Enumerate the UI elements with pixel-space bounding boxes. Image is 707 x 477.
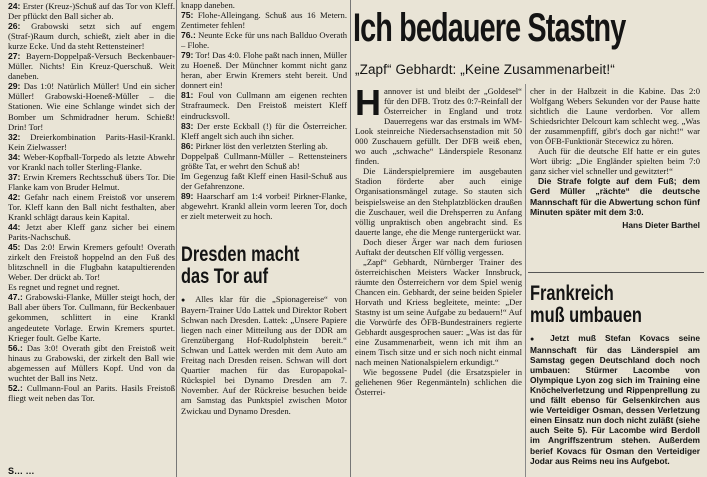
ticker-minute: 26:	[8, 21, 21, 32]
ticker-entry	[181, 90, 347, 120]
frankreich-body: Jetzt muß Stefan Kovacs seine Mannschaft für das Länderspiel am Samstag gegen Deutschland doch noch umbauen: Stürmer Lacombe von Olympique Lyon zog sich im Training eine Knöchelverletzung und Rippenprellung zu und fällt ebenso für Gelsenkirchen aus wie Verteidiger Osman, dessen Verletzung einen Einsatz nun doch nicht zuläßt (siehe auch Seite 5). Für Lacombe wird Berdoll im Angriffszentrum stehen. Außerdem berief Kovacs für Osman den Verteidiger Jodar aus Reims neu ins Aufgebot.	[530, 333, 700, 466]
ticker-entry	[8, 383, 175, 403]
ticker-text: Grabowski-Flanke, Müller steigt hoch, der Ball aber übers Tor. Cullmann, für Beckenbauer gekommen, schlittert in eine Krankl angedeutete Vorlage. Erwin Kremers spurtet. Krieger foult. Gelbe Karte.	[8, 292, 175, 343]
ticker-entry	[181, 171, 347, 191]
main-para-3: Doch dieser Ärger war nach dem furiosen Auftakt der deutschen Elf völlig vergessen.	[355, 236, 522, 257]
ticker-entry	[8, 81, 175, 131]
ticker-text: Dreierkombination Parits-Hasil-Krankl. Kein Zielwasser!	[8, 131, 175, 152]
ticker-text: Grabowski setzt sich auf engem (Straf-)Raum durch, schießt, zielt aber in die kurze Ecke. Und da steht Rettensteiner!	[8, 21, 175, 52]
frankreich-headline-line1: Frankreich	[530, 283, 614, 305]
ticker-text: Im Gegenzug faßt Kleff einen Hasil-Schuß aus der Gefahrenzone.	[181, 170, 347, 191]
main-headline: Ich bedauere Stastny	[353, 6, 626, 50]
ticker-minute: 52.:	[8, 382, 23, 393]
ticker-minute: 45:	[8, 242, 21, 253]
ticker-text: Das 1:0! Natürlich Müller! Und ein sicher Müller! Grabowski-Hoeneß-Müller – die Stationen. Wie eine Schlange windet sich der Bomber um Schmidradner herum. Schießt! Drin! Tor!	[8, 81, 175, 132]
dresden-headline-line1: Dresden macht	[181, 244, 300, 266]
ticker-text: Neunte Ecke für uns nach Ballduo Overath – Flohe.	[181, 30, 347, 51]
main-para-4: „Zapf“ Gebhardt, Nürnberger Trainer des österreichischen Meisters Wacker Innsbruck, räumte den Österreichern vor dem Spiel wenig Chancen ein. Gebhardt, der seine beiden Spieler Horvath und Kriess begleitete, meinte: „Der Stastny ist um seine Aufgabe zu bedauern!“ Auf die Vorwürfe des ÖFB-Bundestrainers regierte Gebhardt ausgesprochen sauer: „Was ist das für eine Zusammenarbeit, wenn ich mit ihm an einem Tisch sitze und er sich noch nicht einmal nach meinen Nationalspielern erkundigt.“	[355, 256, 522, 368]
ticker-entry	[8, 242, 175, 282]
column-divider	[176, 0, 177, 477]
ticker-minute: 29:	[8, 81, 21, 92]
column-divider	[350, 0, 351, 477]
ticker-text: Foul von Cullmann am eigenen rechten Strafraumeck. Den Freistoß meistert Kleff eindrucksvoll.	[181, 90, 347, 121]
author-signature: Hans Dieter Barthel	[622, 219, 700, 230]
ticker-minute: 79:	[181, 50, 194, 61]
ticker-entry	[181, 121, 347, 141]
main-subheadline: „Zapf“ Gebhardt: „Keine Zusammenarbeit!“	[355, 62, 615, 77]
ticker-text: Erwin Kremers Rechtsschuß übers Tor. Die Flanke kam von Bruder Helmut.	[8, 171, 175, 192]
dresden-body: Alles klar für die „Spionagereise“ von Bayern-Trainer Udo Lattek und Direktor Robert Schwan nach Dresden. Lattek: „Unsere Papiere liegen nach einer Mitteilung aus der DDR am Grenzübergang Hof-Rudolphstein bereit.“ Schwan und Lattek werden mit dem Auto am Freitag nach Dresden reisen. Schwan will dort Quartier machen für das Europapokal-Rückspiel bei Dynamo Dresden am 7. November. Auf der Rückreise besuchen beide am Samstag das Punktspiel zwischen Motor Zwickau und Dynamo Dresden.	[181, 294, 347, 416]
ticker-entry	[8, 21, 175, 51]
ticker-minute: 81:	[181, 90, 194, 101]
dropcap: H	[355, 86, 381, 123]
ticker-text: Flohe-Alleingang. Schuß aus 16 Metern. Zentimeter fehlen!	[181, 10, 347, 31]
ticker-entry	[8, 51, 175, 81]
main-para-2: Die Länderspielpremiere im ausgebauten Stadion förderte aber auch einige Organisationsmängel zutage. So stauten sich beispielsweise an den Stehplatzblöcken draußen die Zuschauer, weil die Drehsperren zu Anfang völlig unpraktisch oben angebracht sind. Es dauerte lange, ehe die Menge runtergerückt war.	[355, 166, 522, 237]
main-para-1: annover ist und bleibt der „Goldesel“ für den DFB. Trotz des 0:7-Reinfall der Österreicher in England und trotz Dauerregens war das erstmals im WM-Look steinreiche Niedersachsenstadion mit 50 000 Zuschauern gefüllt. Der DFB weiß eben, wo auch „schwache“ Länderspiele Resonanz finden.	[355, 86, 522, 167]
ticker-text: Weber-Kopfball-Torpedo als letzte Abwehr vor Krankl nach toller Sterling-Flanke.	[8, 151, 175, 172]
ticker-text: knapp daneben.	[181, 0, 235, 10]
ticker-entry	[8, 192, 175, 222]
footer-fragment: S… …	[8, 466, 35, 476]
ticker-entry	[181, 50, 347, 90]
ticker-text: Es regnet und regnet und regnet.	[8, 282, 120, 293]
main-para-8: Die Strafe folgte auf dem Fuß; dem Gerd Müller „rächte“ die deutsche Mannschaft für die Abwertung schon fünf Minuten später mit dem 3:0.	[530, 176, 700, 217]
ticker-entry	[8, 132, 175, 152]
ticker-entry	[181, 191, 347, 221]
ticker-minute: 76.:	[181, 30, 196, 41]
main-article-col-a	[355, 86, 522, 397]
ticker-minute: 75:	[181, 10, 194, 21]
ticker-text: Cullmann-Foul an Parits. Hasils Freistoß fliegt weit neben das Tor.	[8, 382, 175, 403]
ticker-minute: 32:	[8, 131, 21, 142]
ticker-entry	[8, 282, 175, 292]
ticker-entry	[181, 151, 347, 171]
ticker-minute: 24:	[8, 1, 21, 11]
ticker-text: Der erste Eckball (!) für die Österreicher. Kleff angelt sich auch ihn sicher.	[181, 120, 347, 141]
ticker-entry	[8, 222, 175, 242]
ticker-minute: 83:	[181, 120, 194, 131]
ticker-text: Jetzt aber Kleff ganz sicher bei einem Parits-Nachschuß.	[8, 222, 175, 243]
ticker-entry	[8, 172, 175, 192]
ticker-text: Erster (Kreuz-)Schuß auf das Tor von Kleff. Der pflückt den Ball sicher ab.	[8, 1, 175, 22]
ticker-text: Pirkner löst den verletzten Sterling ab.	[195, 140, 328, 151]
dresden-headline-line2: das Tor auf	[181, 265, 269, 288]
ticker-minute: 27:	[8, 51, 21, 62]
frankreich-headline-line2: muß umbauen	[530, 304, 642, 327]
ticker-entry	[8, 292, 175, 342]
ticker-column-left	[8, 1, 175, 403]
ticker-entry	[181, 10, 347, 30]
section-divider	[528, 272, 704, 273]
dresden-article: Dresden macht das Tor auf ● Alles klar für die „Spionagereise“ von Bayern-Trainer Udo Lattek und Direktor Robert Schwan nach Dresden. Lattek: „Unsere Papiere liegen nach einer Mitteilung aus der DDR am Grenzübergang Hof-Rudolphstein bereit.“ Schwan und Lattek werden mit dem Auto am Freitag nach Dresden reisen. Schwan will dort Quartier machen für das Europapokal-Rückspiel bei Dynamo Dresden am 7. November. Auf der Rückreise besuchen beide am Samstag das Punktspiel zwischen Motor Zwickau und Dynamo Dresden.	[181, 244, 347, 416]
ticker-minute: 37:	[8, 171, 21, 182]
ticker-minute: 34:	[8, 151, 21, 162]
ticker-minute: 47.:	[8, 292, 23, 303]
main-para-7: Auch für die deutsche Elf hatte er ein gutes Wort übrig: „Die Engländer spielten beim 7:0 ganz sicher viel schneller und gewitzter!“	[530, 146, 700, 177]
ticker-entry	[8, 152, 175, 172]
main-article-col-b	[530, 86, 700, 230]
frankreich-article: Frankreich muß umbauen ● Jetzt muß Stefan Kovacs seine Mannschaft für das Länderspiel am Samstag gegen Deutschland doch noch umbauen: Stürmer Lacombe von Olympique Lyon zog sich im Training eine Knöchelverletzung und Rippenprellung zu und fällt ebenso für Gelsenkirchen aus wie Verteidiger Osman, dessen Verletzung einen Einsatz nun doch nicht zuläßt (siehe auch Seite 5). Für Lacombe wird Berdoll im Angriffszentrum stehen. Außerdem berief Kovacs für Osman den Verteidiger Jodar aus Reims neu ins Aufgebot.	[530, 283, 700, 466]
ticker-minute: 56.:	[8, 342, 23, 353]
ticker-text: Das 2:0! Erwin Kremers gefoult! Overath zirkelt den Freistoß hoppelnd an den Fuß des blitzschnell in die Flugbahn katapultierenden Weber. Der drückt ab. Tor!	[8, 242, 175, 283]
ticker-minute: 44:	[8, 222, 21, 233]
ticker-minute: 89:	[181, 190, 194, 201]
ticker-column-right	[181, 0, 347, 221]
ticker-text: Doppelpaß Cullmann-Müller – Rettensteiners größte Tat, er wehrt den Schuß ab!	[181, 150, 347, 171]
ticker-text: Bayern-Doppelpaß-Versuch Beckenbauer-Müller. Nichts! Ein Kreuz-Querschuß. Weit daneben.	[8, 51, 175, 82]
ticker-text: Haarscharf am 1:4 vorbei! Pirkner-Flanke, abgewehrt. Krankl allein vorm leeren Tor, doch er zielt meterweit zu hoch.	[181, 190, 347, 221]
ticker-minute: 42:	[8, 191, 21, 202]
ticker-minute: 86:	[181, 140, 194, 151]
ticker-entry	[8, 343, 175, 383]
ticker-text: Gefahr nach einem Freistoß vor unserem Tor. Kleff kann den Ball nicht festhalten, aber Krankl schlägt daraus kein Kapital.	[8, 191, 175, 222]
ticker-entry	[181, 0, 347, 10]
ticker-text: Das 3:0! Overath gibt den Freistoß weit hinaus zu Grabowski, der zirkelt den Ball wie abgemessen auf Müllers Kopf. Und von da wuchtet der Ball ins Netz.	[8, 342, 175, 383]
ticker-text: Tor! Das 4:0. Flohe paßt nach innen, Müller zu Hoeneß. Der Münchner kommt nicht ganz heran, aber Erwin Kremers steht bereit. Und donnert ein!	[181, 50, 347, 91]
ticker-entry	[8, 1, 175, 21]
ticker-entry	[181, 141, 347, 151]
column-divider	[525, 84, 526, 477]
main-para-5: Wie begossene Pudel (die Ersatzspieler in geliehenen 96er Regenmänteln) schlichen die Österrei-	[355, 367, 522, 398]
ticker-entry	[181, 30, 347, 50]
main-para-6: cher in der Halbzeit in die Kabine. Das 2:0 Wolfgang Webers Sekunden vor der Pause hatte sichtlich die Laune verdorben. Vor allem Schiedsrichter Delcourt kam schlecht weg. „Was der zusammenpfiff, gibt's doch gar nicht!“ war von ÖFB-Funktionär Stecewicz zu hören.	[530, 86, 700, 147]
